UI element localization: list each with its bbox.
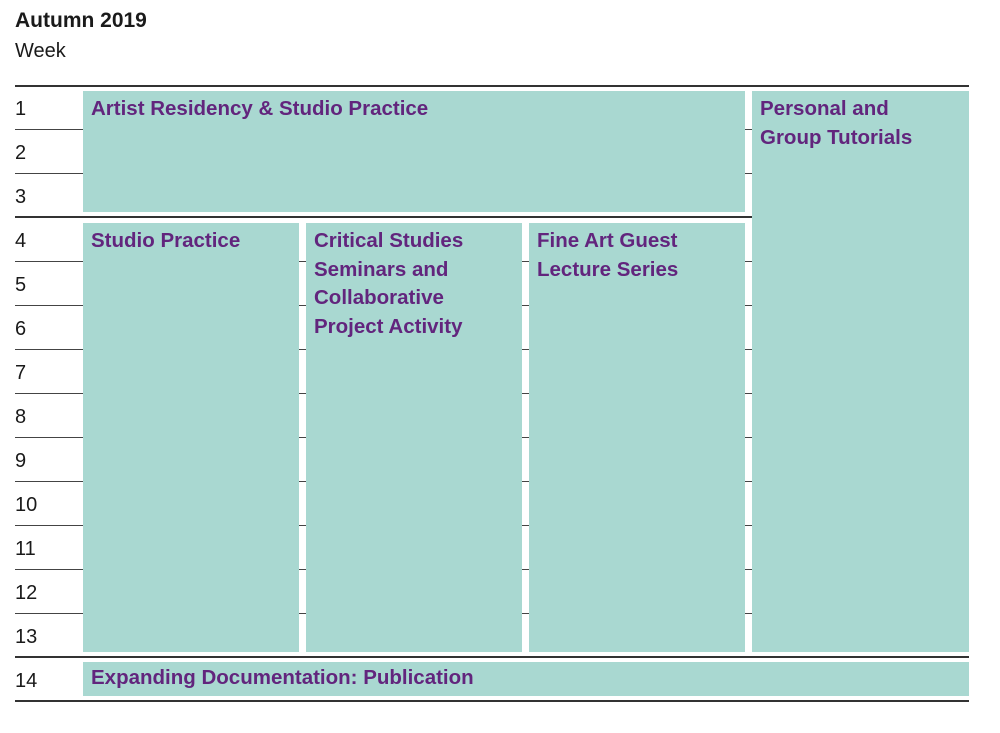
week-number: 10 [15, 494, 38, 516]
tutorials-block [752, 91, 969, 652]
table-bottom-rule [15, 700, 969, 702]
tutorials-label: Personal and Group Tutorials [760, 97, 913, 149]
week-number: 4 [15, 230, 27, 252]
studio-practice-block [83, 223, 299, 652]
documentation-block [83, 662, 969, 696]
week-number: 1 [15, 98, 27, 120]
week-number: 12 [15, 582, 38, 604]
page-title: Autumn 2019 [15, 9, 147, 32]
week-number: 3 [15, 186, 27, 208]
artist-residency-label: Artist Residency & Studio Practice [91, 97, 429, 120]
week-number: 11 [15, 538, 36, 560]
artist-residency-block [83, 91, 745, 212]
week-number: 9 [15, 450, 27, 472]
documentation-label: Expanding Documentation: Publication [91, 666, 474, 689]
week-column-header: Week [15, 40, 66, 62]
table-top-rule [15, 85, 969, 87]
week-number: 6 [15, 318, 27, 340]
week-number: 14 [15, 670, 38, 692]
critical-studies-block [306, 223, 522, 652]
guest-lectures-block [529, 223, 745, 652]
week-number: 8 [15, 406, 27, 428]
guest-lectures-label: Fine Art Guest Lecture Series [537, 229, 679, 281]
critical-studies-label: Critical Studies Seminars and Collaborative Project Activity [314, 229, 464, 338]
studio-practice-label: Studio Practice [91, 229, 241, 252]
section-divider [15, 656, 969, 658]
week-number: 7 [15, 362, 27, 384]
week-number: 2 [15, 142, 27, 164]
week-number: 13 [15, 626, 38, 648]
week-number: 5 [15, 274, 27, 296]
